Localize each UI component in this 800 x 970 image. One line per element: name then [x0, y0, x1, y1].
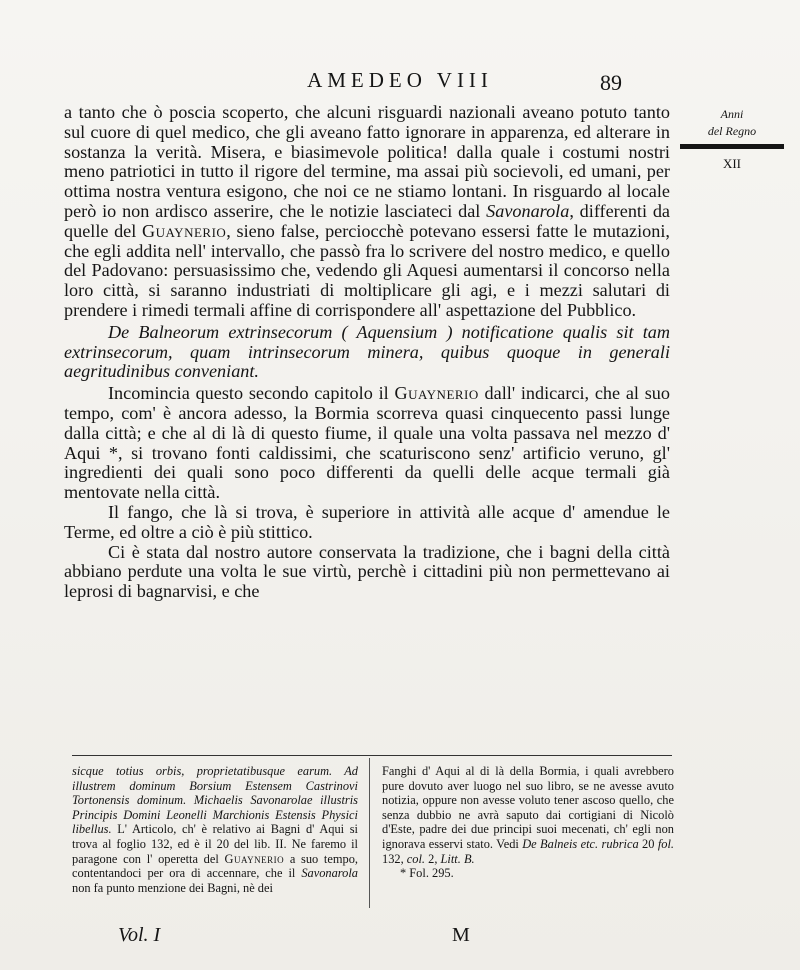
chapter-heading — [64, 323, 670, 382]
footnote-column-divider — [369, 758, 370, 908]
heading-aquensium: Aquensium — [356, 321, 438, 342]
paragraph-2-text-a: Incomincia questo secondo capitolo il — [108, 383, 395, 404]
name-savonarola: Savonarola — [486, 200, 570, 221]
running-title: AMEDEO VIII — [307, 68, 493, 92]
footnote-left-column — [72, 764, 358, 895]
heading-text-b: ) notificatione qualis sit tam extrinsecorum, quam intrinsecorum minera, quibus quoque in generali aegritudinibus conveniant. — [64, 321, 670, 382]
name-guaynerio-2: Guaynerio — [394, 383, 479, 404]
footnote-left-savonarola: Savonarola — [301, 866, 358, 881]
paragraph-1-text-a: a tanto che ò poscia scoperto, che alcuni risguardi nazionali aveano potuto tanto sul cuore di quel medico, che gli aveano fatto ignorare in apparenza, ed alterare in sostanza la verità. Misera, e biasimevole politica! dalla quale i costumi nostri meno patriotici in tutto il rigore del termine, ma assai più socievoli, ed umani, per ottima nostra ventura esigono, che noi ce ne stiamo lontani. In risguardo al locale però io non ardisco asserire, che le notizie lasciateci dal — [64, 102, 670, 221]
gathering-signature: M — [452, 924, 470, 946]
heading-text-a: De Balneorum extrinsecorum ( — [108, 321, 357, 342]
margin-note-roman: XII — [722, 156, 742, 171]
paragraph-3: Il fango, che là si trova, è superiore in attività alle acque d' amendue le Terme, ed oltre a ciò è più stittico. — [64, 501, 670, 542]
footnote-right-reference: De Balneis etc. rubrica — [522, 836, 639, 851]
margin-note-line1: Anni — [720, 107, 744, 121]
paragraph-1-text-b: , differenti da quelle del — [64, 200, 670, 241]
footnote-left-text-c: a suo tempo, contentandoci per ora di accennare, che il — [72, 851, 358, 881]
footnote-right-litt: Litt. B. — [440, 851, 475, 866]
margin-rule — [680, 144, 784, 149]
footnote-right-text-a: Fanghi d' Aqui al di là della Bormia, i quali avrebbero pure dovuto aver luogo nel suo libro, se ne avesse avuto notizia, oppure non avesse voluto tener ascoso quello, che senza dubbio ne avrà saputo dai cortigiani di Nicolò d'Este, padre dei due principi suoi mecenati, ch' egli non ignorava esservi stato. Vedi — [382, 764, 674, 851]
paragraph-2-text-b: dall' indicarci, che al suo tempo, com' è ancora adesso, la Bormia scorreva quasi cinquecento passi lunge dalla città; e che al di là di questo fiume, il quale una volta passava nel mezzo d' Aqui *, si trovano fonti caldissimi, che scaturiscono senz' artificio veruno, gl' ingredienti dei quali sono poco differenti da quelli delle acque termali già mentovate nella città. — [64, 383, 670, 503]
volume-signature: Vol. I — [118, 924, 161, 946]
paragraph-2 — [64, 384, 670, 503]
body-text — [64, 103, 670, 602]
footnote-left-text-d: non fa punto menzione dei Bagni, nè dei — [72, 880, 273, 895]
margin-note-line2: del Regno — [707, 124, 757, 138]
page-number: 89 — [600, 70, 622, 95]
footnote-right-col: col. — [406, 851, 426, 866]
footnote-left-guaynerio: Guaynerio — [224, 851, 285, 866]
paragraph-4: Ci è stata dal nostro autore conservata la tradizione, che i bagni della città abbiano perdute una volta le sue virtù, perchè i cittadini più non permettevano ai leprosi di bagnarvisi, e che — [64, 541, 670, 602]
footnote-right-text-c: 132, — [382, 851, 407, 866]
footnote-right-text-d: 2, — [425, 851, 441, 866]
margin-note — [676, 106, 788, 172]
name-guaynerio: Guaynerio — [141, 220, 227, 241]
footnote-right-fol: fol. — [657, 836, 674, 851]
paragraph-1 — [64, 103, 670, 321]
footnote-rule — [72, 755, 672, 756]
footnote-left-latin: sicque totius orbis, proprietatibusque earum. Ad illustrem dominum Borsium Estensem Castrinovi Tortonensis dominum. Michaelis Savonarolae illustris Principis Domini Leonelli Marchionis Estensis Physici libellus. — [72, 764, 358, 837]
footnote-right-column — [382, 764, 674, 881]
footnote-star: * Fol. 295. — [400, 866, 454, 881]
footnote-right-text-b: 20 — [638, 836, 658, 851]
footnote-left-text-b: L' Articolo, ch' è relativo ai Bagni d' Aqui si trova al foglio 132, ed è il 20 del lib. II. Ne faremo il paragone con l' operetta del — [72, 822, 358, 866]
paragraph-1-text-c: , sieno false, perciocchè potevano essersi fatte le mutazioni, che egli addita nell' intervallo, che passò fra lo scrivere del nostro medico, e quello del Padovano: persuasissimo che, vedendo gli Aquesi aumentarsi il concorso nella loro città, si saranno industriati di moltiplicare gli agi, e i mezzi salutari di prendere i rimedi termali affine di corrispondere all' aspettazione del Pubblico. — [64, 220, 670, 320]
